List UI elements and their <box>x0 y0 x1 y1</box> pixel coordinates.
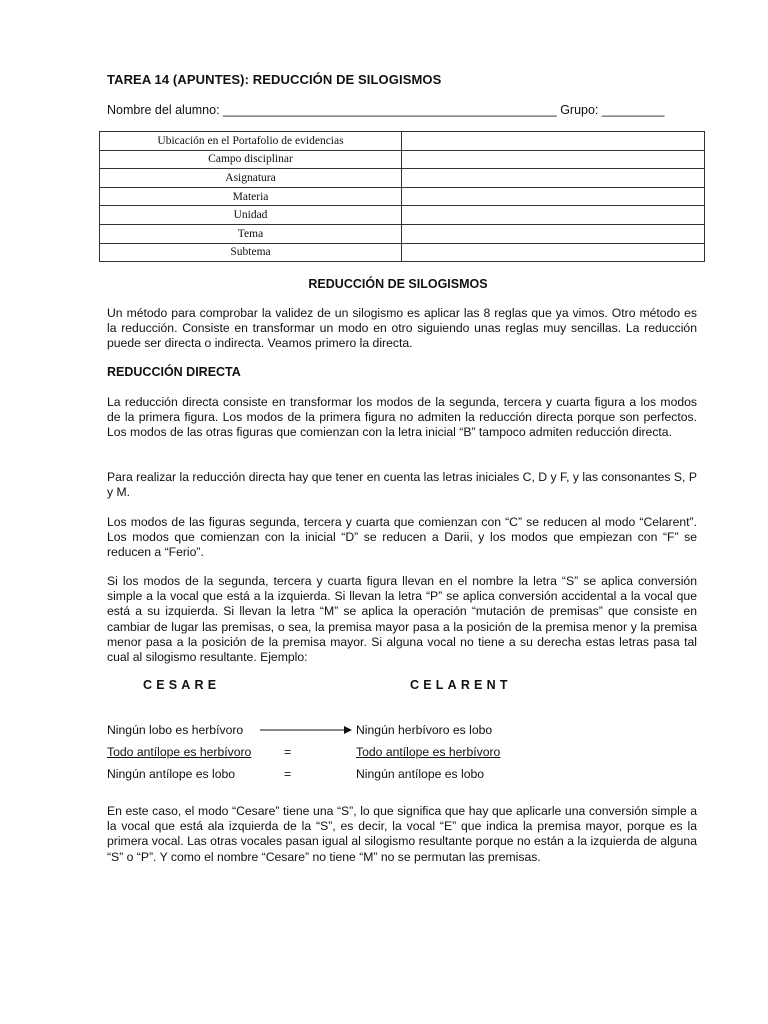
info-table-row <box>100 206 705 225</box>
paragraph-3: Los modos de las figuras segunda, tercera y cuarta que comienzan con “C” se reducen al modo “Celarent”. Los modos que comienzan con la inicial “D” se reducen a Darii, y los modos que empiezan con “F” se reducen a “Ferio”. <box>107 515 697 560</box>
info-table-row <box>100 187 705 206</box>
info-row-label: Ubicación en el Portafolio de evidencias <box>100 132 402 151</box>
info-row-value-field[interactable] <box>402 243 705 262</box>
info-row-label: Unidad <box>100 206 402 225</box>
cesare-label: CESARE <box>143 678 221 692</box>
info-row-label: Campo disciplinar <box>100 150 402 169</box>
celarent-conclusion: Ningún antílope es lobo <box>356 767 485 781</box>
info-row-value-field[interactable] <box>402 150 705 169</box>
document-title: TAREA 14 (APUNTES): REDUCCIÓN DE SILOGISMOS <box>107 72 442 87</box>
info-table-row <box>100 150 705 169</box>
intro-paragraph: Un método para comprobar la validez de un silogismo es aplicar las 8 reglas que ya vimos. Otro método es la reducción. Consiste en transformar un modo en otro siguiendo unas reglas muy sencillas. La reducción puede ser directa o indirecta. Veamos primero la directa. <box>107 306 697 351</box>
info-row-value-field[interactable] <box>402 187 705 206</box>
paragraph-5: En este caso, el modo “Cesare” tiene una “S”, lo que significa que hay que aplicarle una conversión simple a la vocal que está ala izquierda de la “S”, es decir, la vocal “E” que indica la premisa mayor, porque es la primera vocal. Las otras vocales pasan igual al silogismo resultante porque no están a la izquierda de alguna “S” o “P”. Y como el nombre “Cesare” no tiene “M” no se permutan las premisas. <box>107 804 697 864</box>
info-row-label: Materia <box>100 187 402 206</box>
info-table-row <box>100 132 705 151</box>
celarent-major-premise: Ningún herbívoro es lobo <box>356 723 493 737</box>
paragraph-1: La reducción directa consiste en transformar los modos de la segunda, tercera y cuarta figura a los modos de la primera figura. Los modos de la primera figura no admiten la reducción directa porque son perfectos. Los modos de las otras figuras que comienzan con la letra inicial “B” tampoco admiten reducción directa. <box>107 395 697 440</box>
section-heading: REDUCCIÓN DIRECTA <box>107 365 241 379</box>
paragraph-4: Si los modos de la segunda, tercera y cuarta figura llevan en el nombre la letra “S” se aplica conversión simple a la vocal que está a la izquierda. Si llevan la letra “P” se aplica conversión accidental a la vocal que está a su izquierda. Si llevan la letra “M” se aplica la operación “mutación de premisas” que consiste en cambiar de lugar las premisas, o sea, la premisa mayor pasa a la posición de la premisa menor y la premisa menor pasa a la posición de la premisa mayor. Si alguna vocal no tiene a su derecha estas letras pasa tal cual al silogismo resultante. Ejemplo: <box>107 574 697 665</box>
info-row-label: Subtema <box>100 243 402 262</box>
info-row-value-field[interactable] <box>402 169 705 188</box>
info-row-label: Tema <box>100 224 402 243</box>
info-table-row <box>100 224 705 243</box>
main-heading: REDUCCIÓN DE SILOGISMOS <box>308 277 488 291</box>
cesare-conclusion: Ningún antílope es lobo <box>107 767 236 781</box>
equals-sign: = <box>284 745 292 759</box>
cesare-minor-premise: Todo antílope es herbívoro <box>107 745 252 759</box>
info-row-value-field[interactable] <box>402 132 705 151</box>
info-row-value-field[interactable] <box>402 206 705 225</box>
info-row-label: Asignatura <box>100 169 402 188</box>
celarent-minor-premise: Todo antílope es herbívoro <box>356 745 501 759</box>
cesare-major-premise: Ningún lobo es herbívoro <box>107 723 244 737</box>
info-table-row <box>100 243 705 262</box>
info-row-value-field[interactable] <box>402 224 705 243</box>
student-name-line: Nombre del alumno: ________________________________________________ Grupo: _________ <box>107 103 665 117</box>
info-table-row <box>100 169 705 188</box>
celarent-label: CELARENT <box>410 678 512 692</box>
paragraph-2: Para realizar la reducción directa hay que tener en cuenta las letras iniciales C, D y F, y las consonantes S, P y M. <box>107 470 697 500</box>
right-arrow-icon <box>260 725 352 735</box>
equals-sign: = <box>284 767 292 781</box>
portfolio-info-table <box>99 131 705 262</box>
